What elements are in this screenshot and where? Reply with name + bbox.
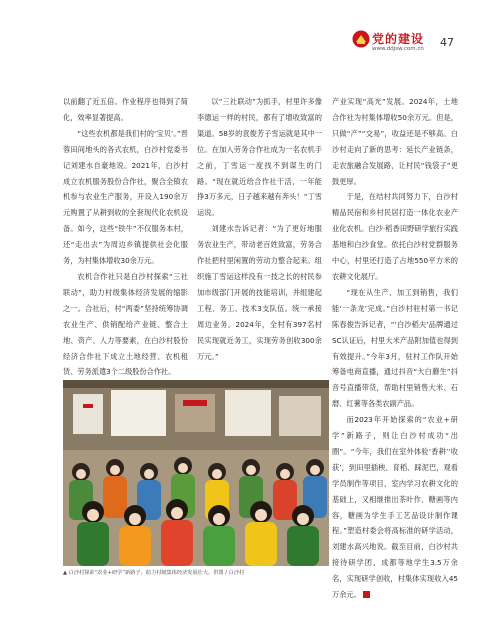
magazine-url: www.ddjsw.com.cn: [372, 46, 424, 52]
students-classroom-illustration: [63, 380, 329, 566]
paragraph: 产业实现“高光”发展。2024年，土地合作社为村集体增收50余万元。但是，只做“产”“交易”，收益还是不够高。白沙村走向了新的思考：延长产业链条，走农旅融合发展路，让村民“钱袋子”更鼓更厚。: [332, 97, 458, 186]
paragraph: 于是，在结村共同努力下，白沙村精品民宿和乡村民居打造一体化农业产业化农机。白沙·稻香田野研学旅行实践基地和白沙食堂。依托白沙村党群服务中心，村里还打造了占地550平方米的农耕文化展厅。: [332, 192, 458, 281]
paragraph: 以前翻了近五倍。作业程序也得到了简化，效率显著提高。: [63, 97, 188, 122]
article-column-1: [63, 94, 188, 380]
article-end-mark: [363, 591, 370, 598]
paragraph: 刘建水告诉记者：“为了更好地服务农业生产，带动老百姓致富，劳务合作社把村里闲置的劳动力整合起来。组织施丁雪运这样没有一技之长的村民参加市级部门开展的技能培训，并组建起工程、务工、技术3支队伍。统一承接周边业务。2024年，全村有397名村民实现就近务工，实现劳务创收300余万元。”: [197, 224, 322, 361]
magazine-logo-text: 党的建设: [372, 32, 425, 46]
party-emblem-icon: [352, 30, 370, 48]
article-column-3: [332, 94, 458, 603]
paragraph: 农机合作社只是白沙村探索“三社联动”，助力村级集体经济发展的缩影之一。合社后，村“两委”坚持统筹协调农业生产、供销配给产业链、整合土地、资产、人力等要素，在白沙村股份经济合作社下成立土地经营、农机租赁、劳务派遣3个二级股份合作社。: [63, 271, 188, 377]
photo-caption: ▲ 白沙村探索“农业+研学”新路子，助力村级集体经济发展壮大。供图 / 白沙村: [63, 570, 245, 576]
paragraph: “现在从生产、加工到销售，我们能‘一条龙’完成。”白沙村驻村第一书记陈春俊告诉记者，“‘白沙稻夫’品牌通过SC认证后，村里大米产品附加值也得到有效提升。”今年3月，驻村工作队开始筹备电商直播，通过抖音“大白蘑生”抖音号直播带货，帮助村里销售大米、石磨、红薯等各类农副产品。: [332, 287, 458, 409]
paragraph: “这些农机都是我们村的‘宝贝’。”晋蓉田间地头的各式农机，白沙村党委书记刘建水自豪地说。2021年，白沙村成立农机服务股份合作社，聚合全镇农机参与农业生产服务，开设入190余万元购置了从耕到收的全套现代化农机设备。如今，这些“铁牛”不仅服务本村，还“走出去”为周边乡镇提供社会化服务，为村集体增收30余万元。: [63, 128, 188, 266]
page-header: [0, 0, 485, 60]
page-number: 47: [440, 36, 454, 49]
paragraph-text: 而2023年开始探索的“农业+研学”新路子，则让白沙村成功“出圈”。“今年，我们在室外体验‘香耕’‘收获’，到田里插秧、育稻、踩泥巴，观看学员制作等项目，室内学习农耕文化的基础上，又相继推出茶叶作、糖画等内容，糖画为学生手工艺品设计制作课程。”塑造村委会将高标准的研学活动，刘建水高兴地说。截至目前，白沙村共接待研学团、成都等地学生3.5万余名，实现研学创收，村集体实现收入45万余元。: [332, 415, 458, 600]
article-photo: [63, 380, 329, 566]
paragraph: 以“三社联动”为抓手，村里许多像李德运一样的村民，都有了增收致富的渠道。58岁的袁俊芳子雪运就是其中一位。在加入劳务合作社成为一名农机手之前，丁雪运一度找不到谋生的门路。“现在就近给合作社干活，一年能挣3万多元，日子越来越有奔头！”丁雪运说。: [197, 97, 322, 218]
paragraph: [332, 412, 458, 603]
